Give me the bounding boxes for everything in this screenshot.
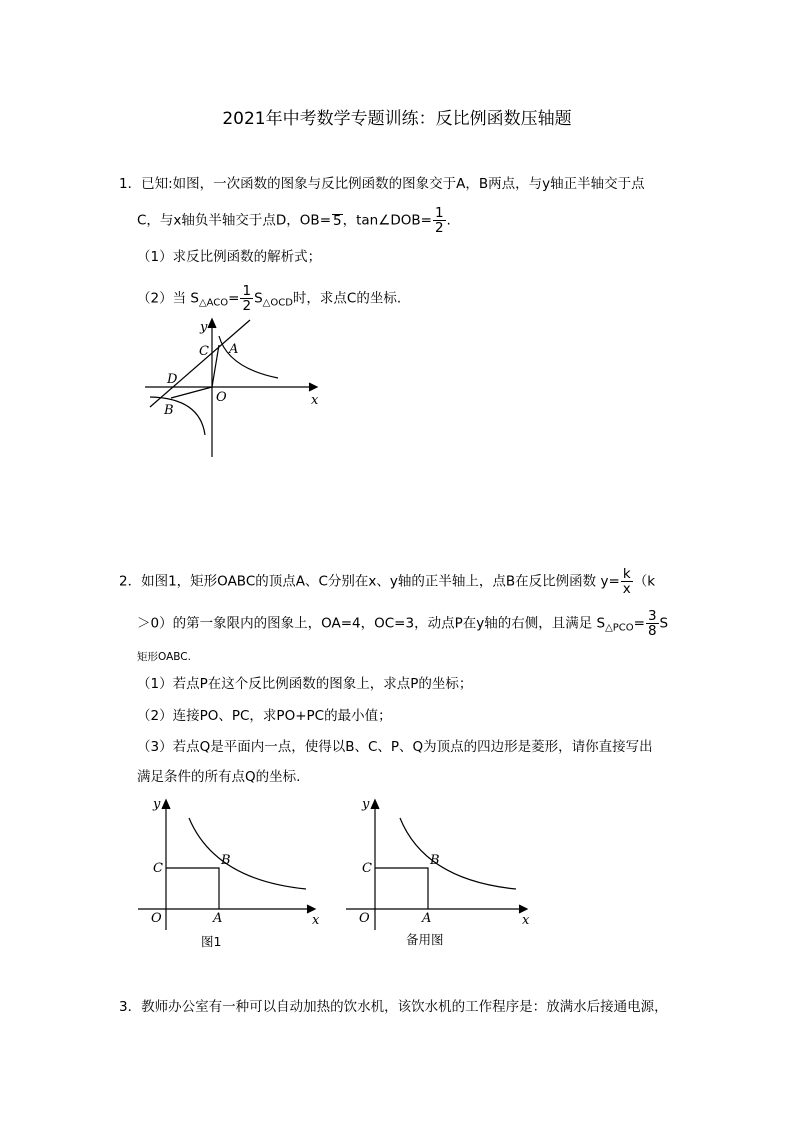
- q2-fraction-k-over-x: $\frac{k}{x}$: [622, 566, 631, 598]
- fig1-label-A: A: [213, 911, 223, 926]
- fig2-label-A: A: [422, 911, 432, 926]
- q2-line2: ＞0）的第一象限内的图象上，OA=4，OC=3，动点P在y轴的右侧，且满足 $S_{\triangle PCO}=$ $\frac{3}{8}$ S: [137, 608, 669, 640]
- q1-stem-line2b: ，tan∠DOB=: [342, 212, 432, 229]
- q1-line2: C，与x轴负半轴交于点D，OB= 5，tan∠DOB= $\frac{1}{2}$ .: [137, 205, 451, 237]
- q2-fraction-3-8: $\frac{3}{8}$: [647, 608, 657, 640]
- fig2-label-x: x: [522, 913, 530, 928]
- fig1-label-O: O: [151, 911, 162, 926]
- q1-fraction-half: $\frac{1}{2}$: [434, 205, 444, 237]
- q2-part1: （1）若点P在这个反比例函数的图象上，求点P的坐标；: [137, 676, 473, 692]
- q2-part3-line2: 满足条件的所有点Q的坐标.: [137, 769, 301, 785]
- q1-part2: （2）当 $S_{\triangle ACO}=$ $\frac{1}{2}$ $S_{\triangle OCD}$时，求点C的坐标.: [137, 283, 402, 315]
- fig1-label-x: x: [312, 913, 320, 928]
- q1-label-B: B: [164, 403, 174, 418]
- fig2-label-C: C: [362, 861, 372, 876]
- q3-number: 3．: [119, 999, 142, 1015]
- q1-label-A: A: [229, 342, 239, 357]
- q1-number: 1．: [119, 176, 142, 192]
- q1-part2-fraction: $\frac{1}{2}$: [242, 283, 252, 315]
- q2-part2: （2）连接PO、PC，求PO+PC的最小值；: [137, 708, 392, 724]
- fig2-label-y: y: [362, 797, 370, 812]
- q1-stem-line2a: C，与x轴负半轴交于点D，OB=: [137, 212, 332, 229]
- q1-sqrt-5: 5: [333, 212, 342, 229]
- q1-part1: （1）求反比例函数的解析式；: [137, 249, 322, 265]
- q1-label-O: O: [216, 390, 227, 405]
- q2-line1: 2．如图1，矩形OABC的顶点A、C分别在x、y轴的正半轴上，点B在反比例函数 y= $\frac{k}{x}$ （k: [119, 566, 656, 598]
- fig1-caption: 图1: [201, 934, 222, 949]
- q1-line1: [119, 178, 645, 192]
- page-title: 2021年中考数学专题训练：反比例函数压轴题: [222, 109, 572, 129]
- q3-line1: 3．教师办公室有一种可以自动加热的饮水机，该饮水机的工作程序是：放满水后接通电源，: [119, 999, 668, 1015]
- q1-stem-line1: 已知:如图，一次函数的图象与反比例函数的图象交于A，B两点，与y轴正半轴交于点: [141, 176, 645, 192]
- q1-label-D: D: [167, 372, 178, 387]
- q2-line3: 矩形OABC.: [137, 651, 191, 663]
- fig2-caption: 备用图: [406, 932, 444, 947]
- fig2-label-B: B: [430, 853, 440, 868]
- fig1-label-y: y: [153, 797, 161, 812]
- fig2-label-O: O: [359, 911, 370, 926]
- q1-label-C: C: [199, 344, 209, 359]
- q1-label-y: y: [200, 320, 208, 335]
- fig1-label-B: B: [221, 853, 231, 868]
- q1-label-x: x: [311, 393, 319, 408]
- fig1-label-C: C: [153, 861, 163, 876]
- q2-number: 2．: [119, 573, 142, 590]
- q2-part3-line1: （3）若点Q是平面内一点，使得以B、C、P、Q为顶点的四边形是菱形，请你直接写出: [137, 739, 653, 755]
